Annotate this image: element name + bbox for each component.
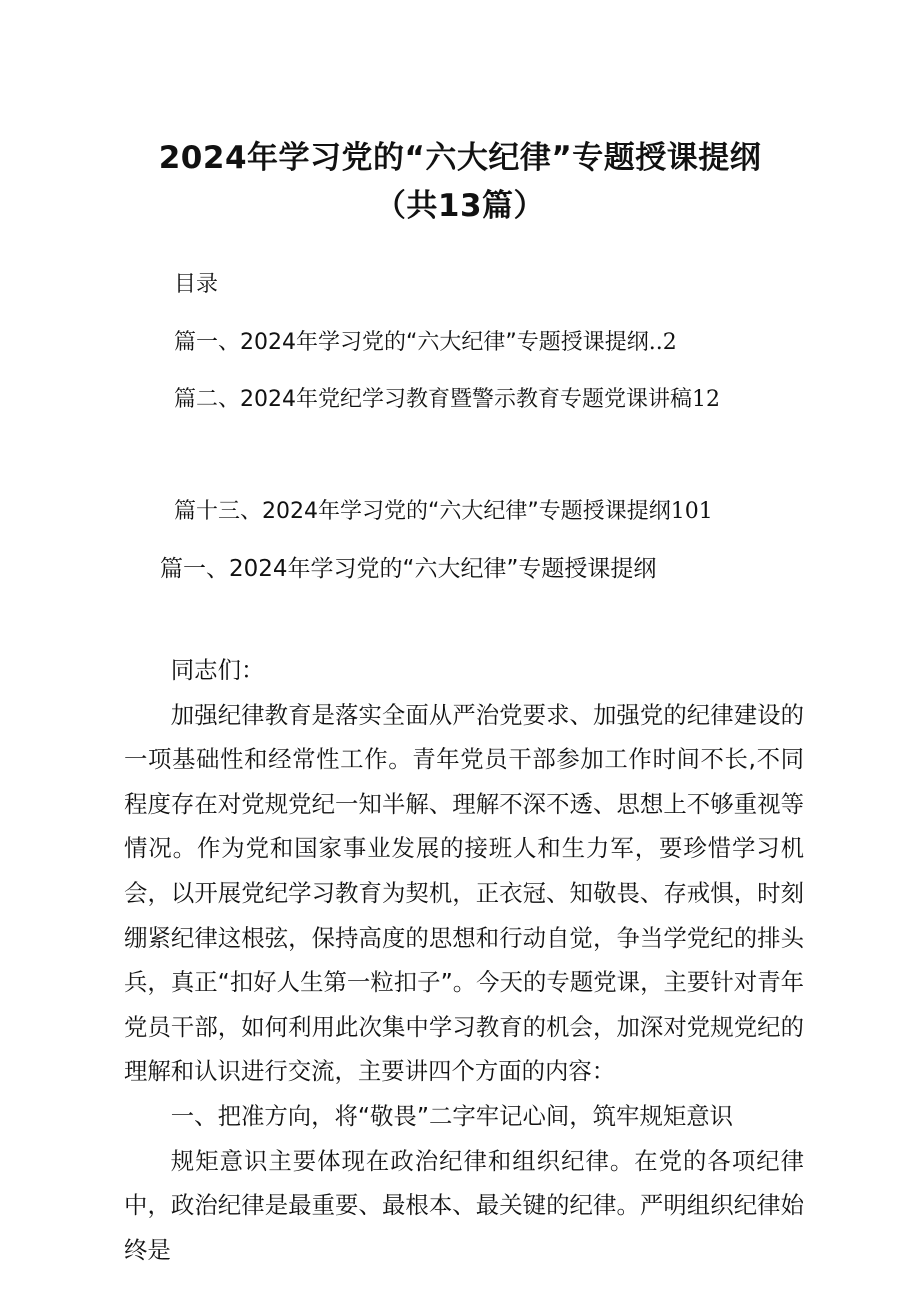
toc-item-label: 篇二、2024年党纪学习教育暨警示教育专题党课讲稿: [174, 387, 692, 412]
toc-item-page: 12: [692, 387, 720, 412]
toc-heading: 目录: [174, 272, 219, 297]
paragraph: 加强纪律教育是落实全面从严治党要求、加强党的纪律建设的一项基础性和经常性工作。青年党员干部参加工作时间不长,不同程度存在对党规党纪一知半解、理解不深不透、思想上不够重视等情况。作为党和国家事业发展的接班人和生力军，要珍惜学习机会，以开展党纪学习教育为契机，正衣冠、知敬畏、存戒惧，时刻绷紧纪律这根弦，保持高度的思想和行动自觉，争当学党纪的排头兵，真正“扣好人生第一粒扣子”。今天的专题党课，主要针对青年党员干部，如何利用此次集中学习教育的机会，加深对党规党纪的理解和认识进行交流，主要讲四个方面的内容：: [124, 700, 804, 1086]
toc-item-label: 篇一、2024年学习党的“六大纪律”专题授课提纲: [174, 330, 649, 355]
toc-item-label: 篇十三、2024年学习党的“六大纪律”专题授课提纲: [174, 499, 671, 524]
toc-item-page: 101: [670, 499, 713, 524]
paragraph: 规矩意识主要体现在政治纪律和组织纪律。在党的各项纪律中，政治纪律是最重要、最根本、最关键的纪律。严明组织纪律始终是: [124, 1146, 804, 1264]
document-title-line-2: （共13篇）: [374, 188, 546, 224]
salutation: 同志们：: [170, 656, 265, 684]
section-title: 篇一、2024年学习党的“六大纪律”专题授课提纲: [160, 556, 657, 582]
toc-item[interactable]: [174, 497, 713, 527]
toc-item-page: ..2: [648, 330, 677, 355]
toc-item[interactable]: [174, 385, 720, 415]
paragraph-heading: 一、把准方向，将“敬畏”二字牢记心间，筑牢规矩意识: [170, 1101, 734, 1130]
body-text: [124, 648, 804, 1272]
toc-item[interactable]: [174, 328, 677, 358]
document-title-line-1: 2024年学习党的“六大纪律”专题授课提纲: [158, 140, 762, 176]
